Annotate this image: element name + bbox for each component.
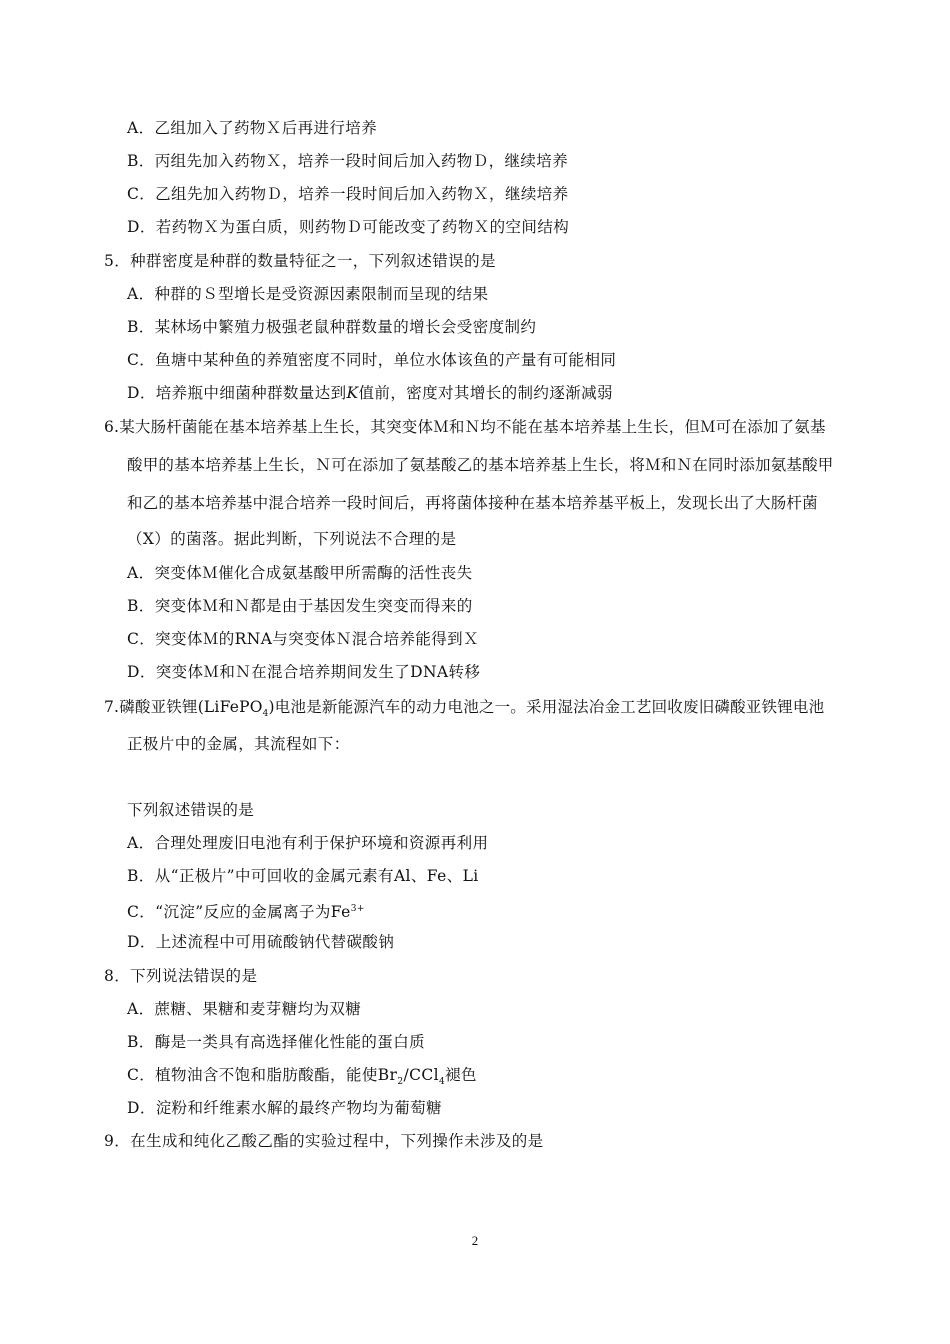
- q8-option-d: D．淀粉和纤维素水解的最终产物均为葡萄糖: [127, 1099, 442, 1117]
- q8-option-b: B．酶是一类具有高选择催化性能的蛋白质: [127, 1033, 425, 1051]
- page-number: 2: [471, 1233, 479, 1248]
- subscript: 4: [439, 1077, 446, 1088]
- q8-option-c-text: C．植物油含不饱和脂肪酸酯，能使Br: [127, 1066, 398, 1084]
- q5-option-d-text: D．培养瓶中细菌种群数量达到: [127, 384, 347, 402]
- q7-option-c-text: C．“沉淀”反应的金属离子为Fe: [127, 903, 351, 922]
- q5-option-b: B．某林场中繁殖力极强老鼠种群数量的增长会受密度制约: [127, 318, 537, 336]
- q6-option-a: A．突变体Ｍ催化合成氨基酸甲所需酶的活性丧失: [127, 564, 473, 582]
- q6-stem-line3: 和乙的基本培养基中混合培养一段时间后，再将菌体接种在基本培养基平板上，发现长出了大肠杆菌: [127, 494, 818, 512]
- q5-option-d-text-end: 值前，密度对其增长的制约逐渐减弱: [358, 384, 613, 402]
- q7-option-d: D．上述流程中可用硫酸钠代替碳酸钠: [127, 933, 395, 951]
- q5-option-d: [127, 383, 613, 403]
- q7-stem-line1-text: 7.磷酸亚铁锂(LiFePO: [104, 698, 263, 716]
- k-symbol: K: [346, 384, 359, 402]
- q8-option-c: [127, 1065, 477, 1092]
- q6-option-d: D．突变体Ｍ和Ｎ在混合培养期间发生了DNA转移: [127, 663, 481, 681]
- q9-stem: 9．在生成和纯化乙酸乙酯的实验过程中，下列操作未涉及的是: [104, 1132, 544, 1150]
- q5-stem: 5．种群密度是种群的数量特征之一，下列叙述错误的是: [104, 252, 496, 270]
- q6-stem-line1: 6.某大肠杆菌能在基本培养基上生长，其突变体Ｍ和Ｎ均不能在基本培养基上生长，但Ｍ可在添加了氨基: [104, 418, 826, 436]
- q7-stem-line1-text-end: )电池是新能源汽车的动力电池之一。采用湿法冶金工艺回收废旧磷酸亚铁锂电池: [268, 698, 825, 716]
- q6-option-c: C．突变体Ｍ的RNA与突变体Ｎ混合培养能得到Ｘ: [127, 630, 479, 648]
- q6-stem-line2: 酸甲的基本培养基上生长，Ｎ可在添加了氨基酸乙的基本培养基上生长，将Ｍ和Ｎ在同时添加氨基酸甲: [127, 456, 834, 474]
- q8-stem: 8．下列说法错误的是: [104, 967, 258, 985]
- q7-stem-line2: 正极片中的金属，其流程如下：: [127, 735, 350, 753]
- q4-option-c: C．乙组先加入药物Ｄ，培养一段时间后加入药物Ｘ，继续培养: [127, 185, 569, 203]
- q8-option-a: A．蔗糖、果糖和麦芽糖均为双糖: [127, 1000, 362, 1018]
- q5-option-c: C．鱼塘中某种鱼的养殖密度不同时，单位水体该鱼的产量有可能相同: [127, 351, 617, 369]
- q6-stem-line4: （X）的菌落。据此判断，下列说法不合理的是: [127, 530, 457, 548]
- q8-option-c-text-end: 褪色: [445, 1066, 477, 1084]
- q7-stem-line1: [104, 697, 824, 724]
- q4-option-b: B．丙组先加入药物Ｘ，培养一段时间后加入药物Ｄ，继续培养: [127, 152, 569, 170]
- subscript: 4: [262, 709, 269, 720]
- q7-option-b: B．从“正极片”中可回收的金属元素有Al、Fe、Li: [127, 867, 479, 885]
- subscript: 2: [397, 1077, 404, 1088]
- superscript: 3+: [350, 904, 365, 914]
- q7-option-a: A．合理处理废旧电池有利于保护环境和资源再利用: [127, 834, 489, 852]
- q8-option-c-text-mid: /CCl: [403, 1066, 440, 1084]
- q6-option-b: B．突变体Ｍ和Ｎ都是由于基因发生突变而得来的: [127, 597, 473, 615]
- q5-option-a: A．种群的Ｓ型增长是受资源因素限制而呈现的结果: [127, 285, 489, 303]
- q4-option-d: D．若药物Ｘ为蛋白质，则药物Ｄ可能改变了药物Ｘ的空间结构: [127, 218, 570, 236]
- q7-option-c: [127, 899, 365, 922]
- q4-option-a: A．乙组加入了药物Ｘ后再进行培养: [127, 119, 378, 137]
- q7-stem-line3: 下列叙述错误的是: [127, 801, 255, 819]
